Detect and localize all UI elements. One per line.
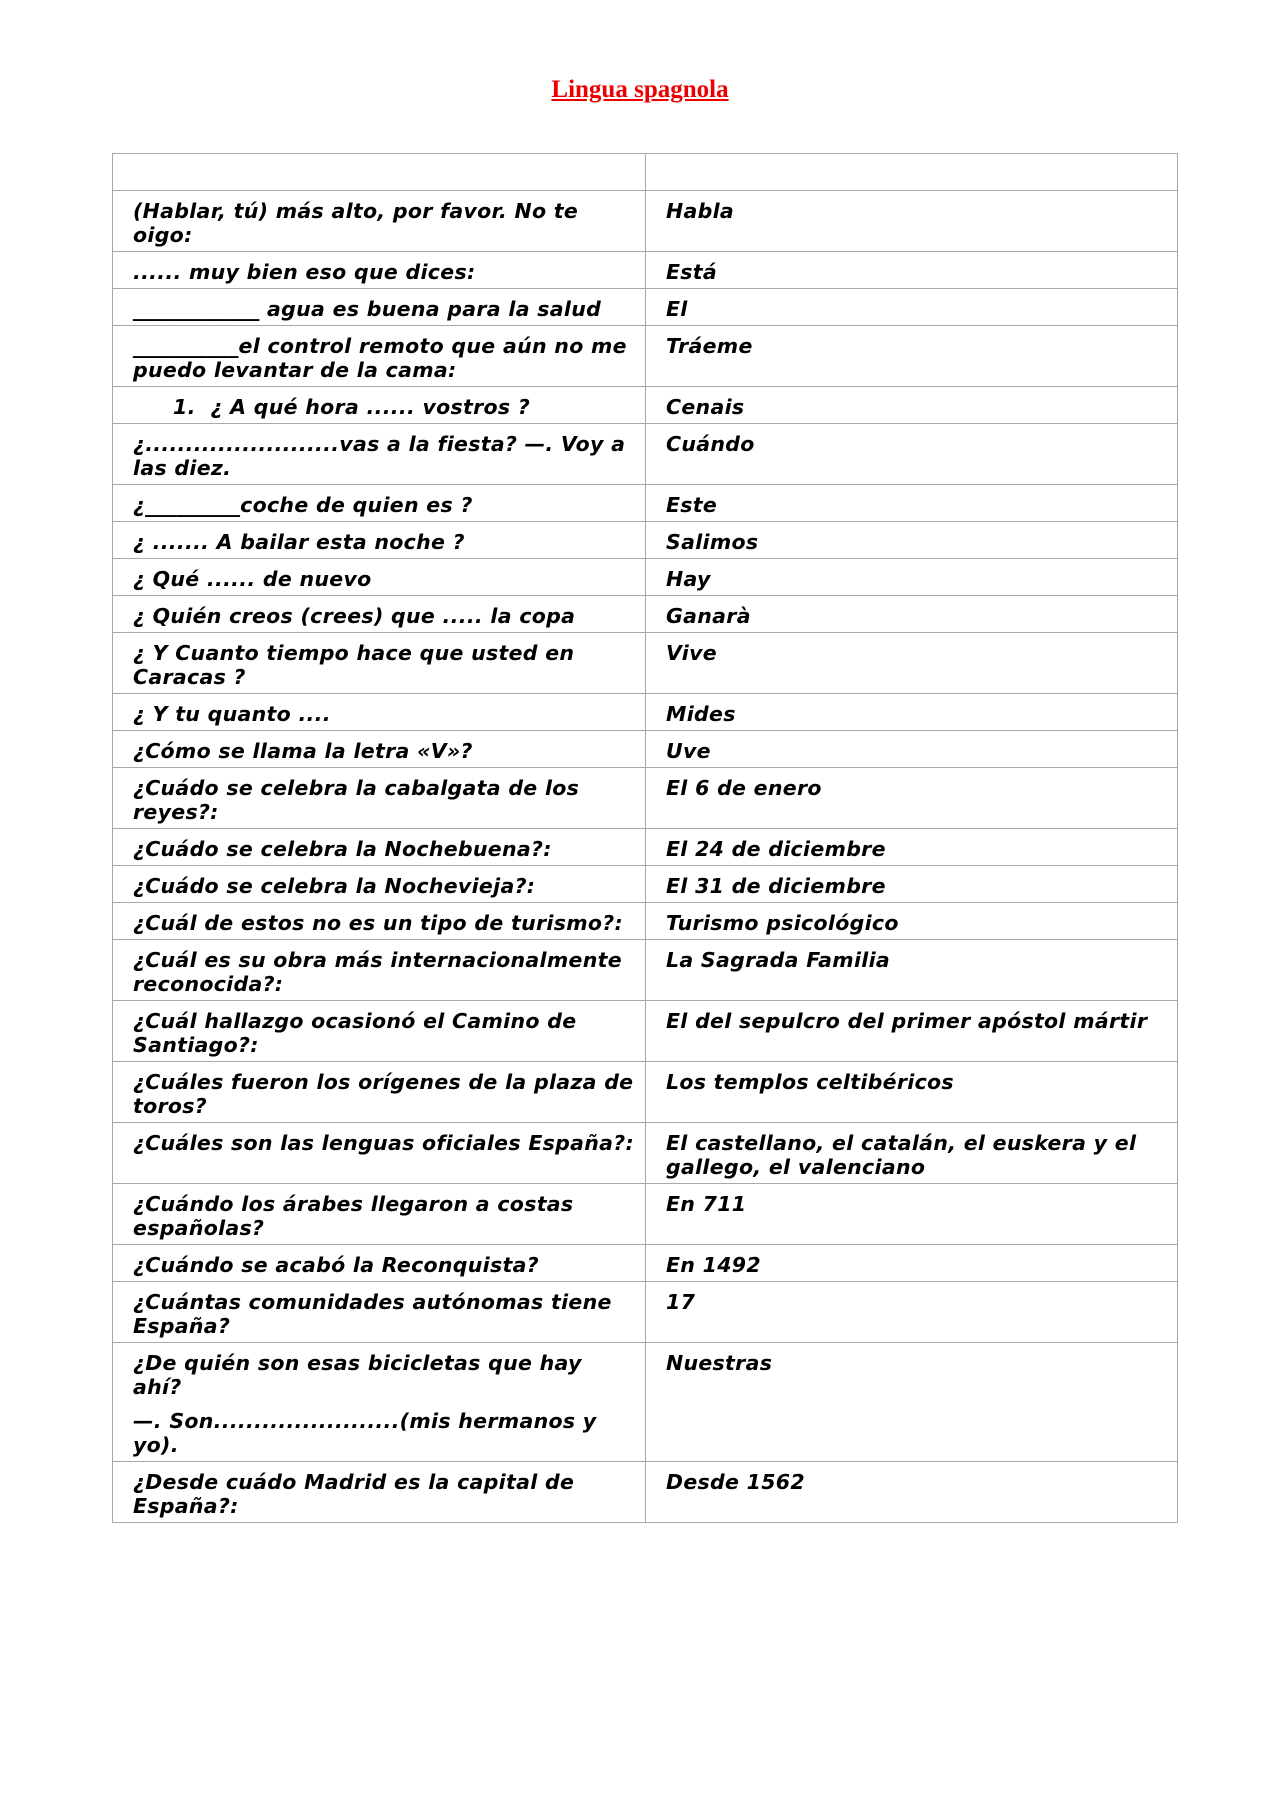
question-text: ¿De quién son esas bicicletas que hay ahí? bbox=[133, 1351, 582, 1399]
table-row bbox=[113, 694, 1178, 731]
question-cell: ¿........................vas a la fiesta? —. Voy a las diez. bbox=[113, 424, 646, 485]
question-cell: ¿ Y tu quanto .... bbox=[113, 694, 646, 731]
question-cell: ...... muy bien eso que dices: bbox=[113, 252, 646, 289]
header-cell-question bbox=[113, 154, 646, 191]
answer-cell: Los templos celtibéricos bbox=[646, 1062, 1178, 1123]
table-row bbox=[113, 829, 1178, 866]
answer-cell: 17 bbox=[646, 1282, 1178, 1343]
table-row bbox=[113, 1184, 1178, 1245]
question-cell: ¿Cuándo se acabó la Reconquista? bbox=[113, 1245, 646, 1282]
answer-cell: Uve bbox=[646, 731, 1178, 768]
answer-cell: El bbox=[646, 289, 1178, 326]
answer-cell: Vive bbox=[646, 633, 1178, 694]
table-row bbox=[113, 559, 1178, 596]
answer-cell: En 1492 bbox=[646, 1245, 1178, 1282]
question-cell: ¿ Qué ...... de nuevo bbox=[113, 559, 646, 596]
question-cell: __________el control remoto que aún no me puedo levantar de la cama: bbox=[113, 326, 646, 387]
table-row bbox=[113, 1001, 1178, 1062]
question-cell: ¿Cuádo se celebra la Nochevieja?: bbox=[113, 866, 646, 903]
question-cell: ¿Cuál hallazgo ocasionó el Camino de Santiago?: bbox=[113, 1001, 646, 1062]
table-header-row bbox=[113, 154, 1178, 191]
table-row bbox=[113, 903, 1178, 940]
answer-cell: Cenais bbox=[646, 387, 1178, 424]
question-text-continued: —. Son.......................(mis hermanos y yo). bbox=[133, 1409, 597, 1457]
page-title: Lingua spagnola bbox=[551, 76, 729, 103]
list-number: 1. bbox=[173, 395, 196, 419]
table-row bbox=[113, 1282, 1178, 1343]
answer-cell: Turismo psicológico bbox=[646, 903, 1178, 940]
answer-cell: Está bbox=[646, 252, 1178, 289]
table-row bbox=[113, 326, 1178, 387]
question-cell: (Hablar, tú) más alto, por favor. No te oigo: bbox=[113, 191, 646, 252]
answer-cell: En 711 bbox=[646, 1184, 1178, 1245]
table-row bbox=[113, 424, 1178, 485]
table-row bbox=[113, 633, 1178, 694]
answer-cell: El 31 de diciembre bbox=[646, 866, 1178, 903]
table-row bbox=[113, 596, 1178, 633]
answer-cell: El del sepulcro del primer apóstol mártir bbox=[646, 1001, 1178, 1062]
answer-cell: Nuestras bbox=[646, 1343, 1178, 1462]
answer-cell: Mides bbox=[646, 694, 1178, 731]
table-row bbox=[113, 731, 1178, 768]
answer-cell: La Sagrada Familia bbox=[646, 940, 1178, 1001]
table-row bbox=[113, 252, 1178, 289]
answer-cell: El castellano, el catalán, el euskera y el gallego, el valenciano bbox=[646, 1123, 1178, 1184]
question-cell bbox=[113, 387, 646, 424]
answer-cell: Salimos bbox=[646, 522, 1178, 559]
answer-cell: Ganarà bbox=[646, 596, 1178, 633]
answer-cell: Habla bbox=[646, 191, 1178, 252]
answer-cell: El 6 de enero bbox=[646, 768, 1178, 829]
question-cell: ¿Cuándo los árabes llegaron a costas españolas? bbox=[113, 1184, 646, 1245]
question-cell: ¿_________coche de quien es ? bbox=[113, 485, 646, 522]
header-cell-answer bbox=[646, 154, 1178, 191]
table-row bbox=[113, 866, 1178, 903]
table-row bbox=[113, 1343, 1178, 1462]
table-row bbox=[113, 289, 1178, 326]
question-cell: ¿ Quién creos (crees) que ..... la copa bbox=[113, 596, 646, 633]
table-row bbox=[113, 387, 1178, 424]
question-cell: ¿Cuádo se celebra la cabalgata de los reyes?: bbox=[113, 768, 646, 829]
question-cell: ¿ ....... A bailar esta noche ? bbox=[113, 522, 646, 559]
question-cell: ¿Cuántas comunidades autónomas tiene España? bbox=[113, 1282, 646, 1343]
answer-cell: El 24 de diciembre bbox=[646, 829, 1178, 866]
table-row bbox=[113, 1462, 1178, 1523]
table-row bbox=[113, 191, 1178, 252]
question-cell: ¿Cuál de estos no es un tipo de turismo?: bbox=[113, 903, 646, 940]
question-cell: ¿Desde cuádo Madrid es la capital de España?: bbox=[113, 1462, 646, 1523]
answer-cell: Desde 1562 bbox=[646, 1462, 1178, 1523]
question-cell: ¿Cómo se llama la letra «V»? bbox=[113, 731, 646, 768]
question-cell: ____________ agua es buena para la salud bbox=[113, 289, 646, 326]
question-text: ¿ A qué hora ...... vostros ? bbox=[210, 395, 531, 419]
question-cell: ¿Cuáles fueron los orígenes de la plaza de toros? bbox=[113, 1062, 646, 1123]
table-row bbox=[113, 1123, 1178, 1184]
table-row bbox=[113, 1062, 1178, 1123]
answer-cell: Este bbox=[646, 485, 1178, 522]
table-row bbox=[113, 485, 1178, 522]
answer-cell: Cuándo bbox=[646, 424, 1178, 485]
table-row bbox=[113, 940, 1178, 1001]
question-cell: ¿ Y Cuanto tiempo hace que usted en Caracas ? bbox=[113, 633, 646, 694]
answer-cell: Tráeme bbox=[646, 326, 1178, 387]
table-row bbox=[113, 522, 1178, 559]
answer-cell: Hay bbox=[646, 559, 1178, 596]
question-cell: ¿Cuádo se celebra la Nochebuena?: bbox=[113, 829, 646, 866]
qa-table bbox=[112, 153, 1178, 1523]
table-row bbox=[113, 1245, 1178, 1282]
question-cell bbox=[113, 1343, 646, 1462]
table-row bbox=[113, 768, 1178, 829]
question-cell: ¿Cuál es su obra más internacionalmente reconocida?: bbox=[113, 940, 646, 1001]
question-cell: ¿Cuáles son las lenguas oficiales España?: bbox=[113, 1123, 646, 1184]
